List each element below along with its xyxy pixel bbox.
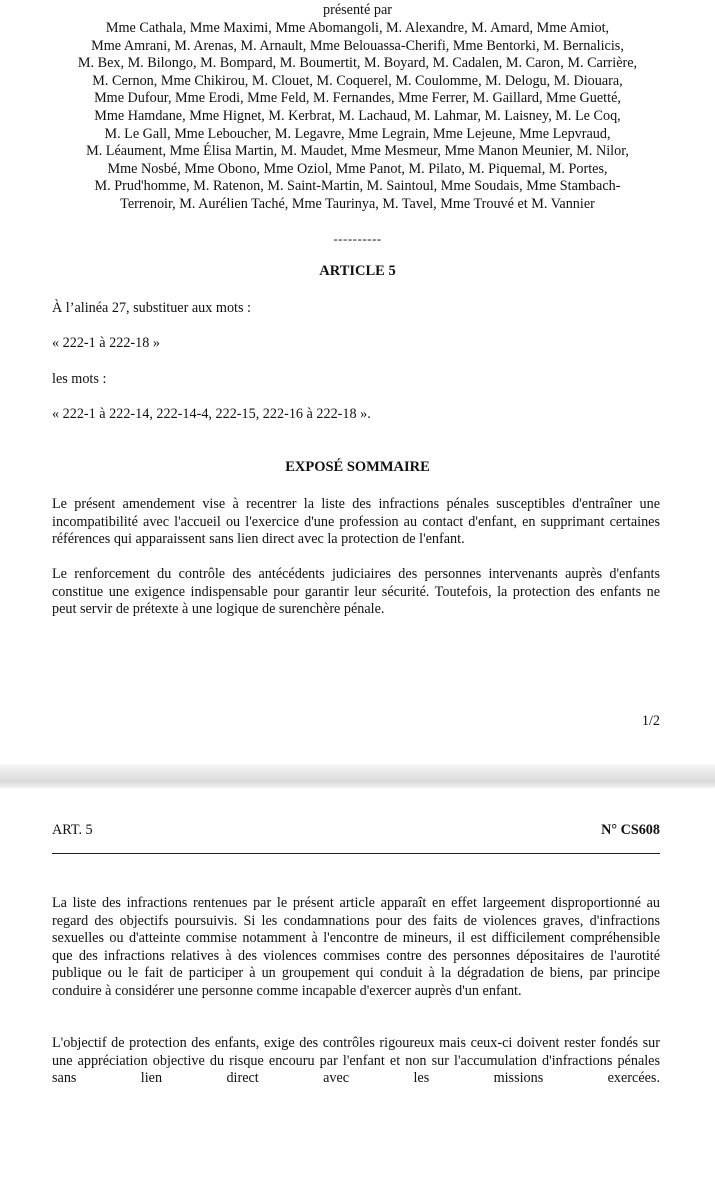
header-rule (52, 853, 660, 854)
header-amendment-number: N° CS608 (601, 822, 660, 838)
authors-line: Mme Dufour, Mme Erodi, Mme Feld, M. Fernandes, Mme Ferrer, M. Gaillard, Mme Guetté, (94, 90, 621, 107)
body-paragraph-2: L'objectif de protection des enfants, exige des contrôles rigoureux mais ceux-ci doivent rester fondés sur une appréciation objective du risque encouru par l'enfant et non sur l'accumulation d'infractions pénales sans lien direct avec les missions exercées. (52, 1035, 660, 1087)
article-title: ARTICLE 5 (319, 263, 396, 279)
authors-line: M. Bex, M. Bilongo, M. Bompard, M. Boumertit, M. Boyard, M. Cadalen, M. Caron, M. Carrière, (77, 55, 638, 72)
authors-line: Mme Nosbé, Mme Obono, Mme Oziol, Mme Panot, M. Pilato, M. Piquemal, M. Portes, (107, 160, 608, 177)
expose-paragraph-2: Le renforcement du contrôle des antécédents judiciaires des personnes intervenants auprès d'enfants constitue une exigence indispensable pour garantir leur sécurité. Toutefois, la protection des enfants ne peut servir de prétexte à une logique de surenchère pénale. (52, 566, 660, 618)
expose-sommaire-title: EXPOSÉ SOMMAIRE (285, 459, 430, 475)
document-page-2 (0, 788, 715, 1200)
authors-line: M. Prud'homme, M. Ratenon, M. Saint-Martin, M. Saintoul, Mme Soudais, Mme Stambach- (94, 178, 621, 195)
old-references: « 222-1 à 222-18 » (52, 335, 160, 351)
page-separator (0, 764, 715, 788)
authors-line: M. Cernon, Mme Chikirou, M. Clouet, M. Coquerel, M. Coulomme, M. Delogu, M. Diouara, (92, 72, 623, 89)
expose-paragraph-1: Le présent amendement vise à recentrer la liste des infractions pénales susceptibles d'entraîner une incompatibilité avec l'accueil ou l'exercice d'une profession au contact d'enfant, en supprimant certaines références qui apparaissent sans lien direct avec la protection de l'enfant. (52, 496, 660, 548)
authors-line: Mme Cathala, Mme Maximi, Mme Abomangoli, M. Alexandre, M. Amard, Mme Amiot, (105, 20, 610, 36)
new-references: « 222-1 à 222-14, 222-14-4, 222-15, 222-16 à 222-18 ». (52, 406, 371, 422)
presented-by-label: présenté par (323, 2, 392, 18)
amendment-instruction: À l’alinéa 27, substituer aux mots : (52, 300, 251, 316)
authors-list (40, 20, 675, 214)
authors-line: Terrenoir, M. Aurélien Taché, Mme Taurinya, M. Tavel, Mme Trouvé et M. Vannier (120, 195, 595, 212)
body-paragraph-1: La liste des infractions rentenues par le présent article apparaît en effet largeement disproportionné au regard des objectifs poursuivis. Si les condamnations pour des faits de violences graves, d'infractions sexuelles ou d'atteinte commise notamment à l'encontre de mineurs, il est difficilement compréhensible que des infractions relatives à des violences commises contre des personnes dépositaires de l'aurotité publique ou le fait de participer à un groupement qui conduit à la dégradation de biens, par principe conduire à considérer une personne comme incapable d'exercer auprès d'un enfant. (52, 895, 660, 999)
amendment-connector: les mots : (52, 371, 107, 387)
header-article-ref: ART. 5 (52, 822, 93, 838)
authors-line: M. Léaument, Mme Élisa Martin, M. Maudet, Mme Mesmeur, Mme Manon Meunier, M. Nilor, (86, 143, 629, 160)
authors-line: M. Le Gall, Mme Leboucher, M. Legavre, Mme Legrain, Mme Lejeune, Mme Lepvraud, (104, 125, 611, 142)
authors-line: Mme Hamdane, Mme Hignet, M. Kerbrat, M. Lachaud, M. Lahmar, M. Laisney, M. Le Coq, (94, 107, 621, 124)
page-number: 1/2 (641, 713, 660, 729)
authors-line: Mme Amrani, M. Arenas, M. Arnault, Mme Belouassa-Cherifi, Mme Bentorki, M. Bernalicis, (91, 37, 624, 54)
separator: ---------- (333, 231, 382, 246)
